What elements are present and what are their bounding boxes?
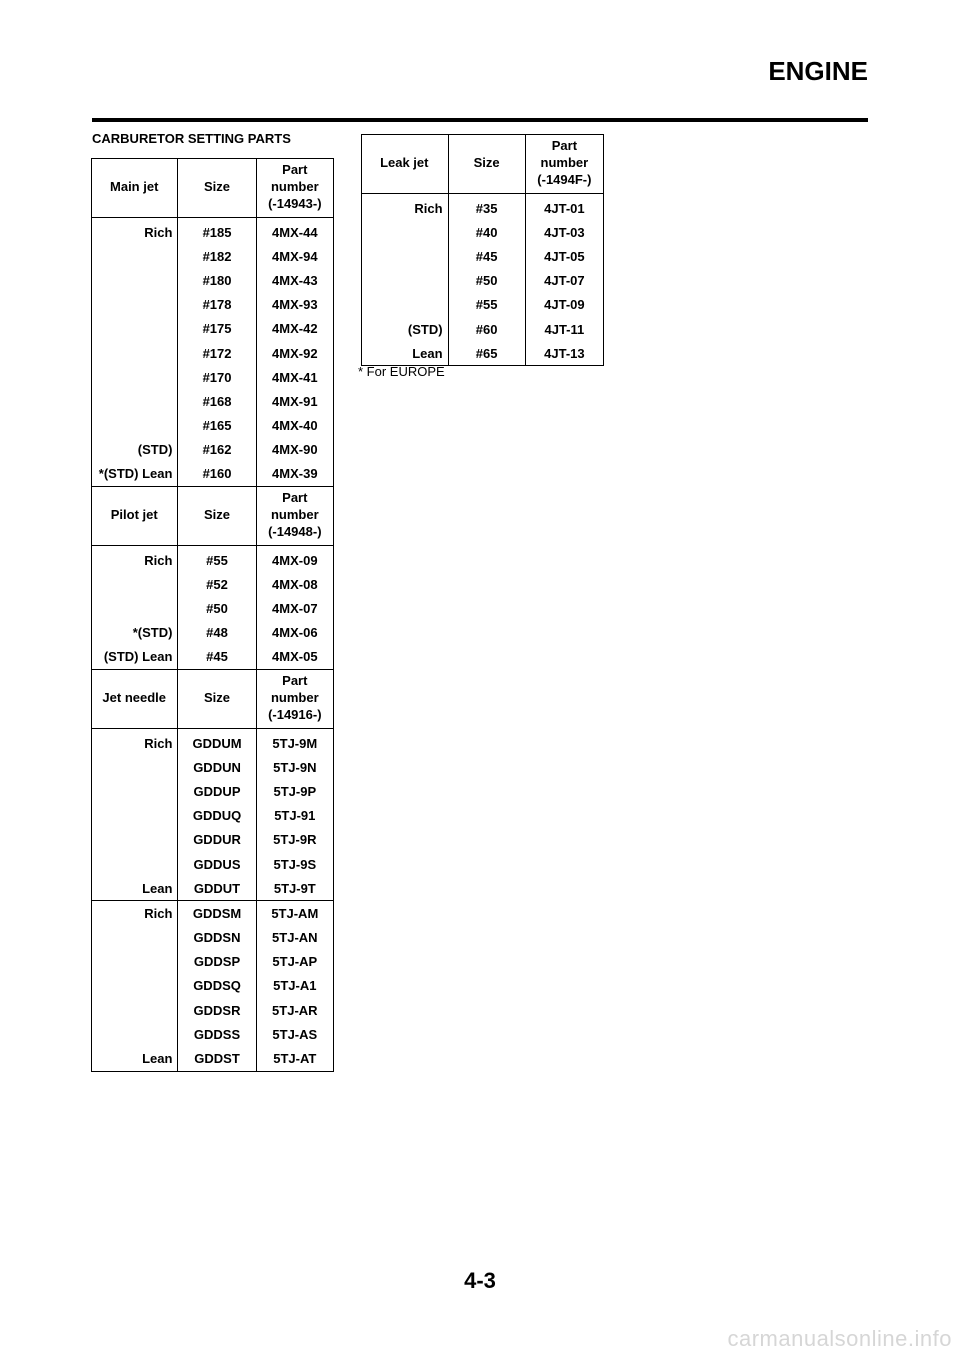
table-cell: Rich — [92, 546, 178, 573]
table-cell — [92, 1022, 178, 1046]
table-row — [362, 293, 604, 317]
table-cell: 4JT-03 — [544, 224, 585, 240]
table-cell: GDDST — [178, 1046, 256, 1071]
table-cell: 4MX-40 — [272, 418, 318, 434]
table-row — [92, 546, 334, 573]
main-jet-header-2: Size — [178, 159, 256, 218]
table-cell: 4MX-91 — [272, 393, 318, 409]
table-cell — [92, 596, 178, 620]
table-cell: 5TJ-9S — [273, 856, 317, 872]
table-cell: #35 — [448, 194, 525, 221]
table-cell — [92, 852, 178, 876]
table-row — [92, 926, 334, 950]
table-cell: *(STD) — [92, 621, 178, 645]
table-cell: #45 — [178, 645, 256, 670]
table-cell: 4MX-07 — [272, 601, 318, 617]
table-row — [92, 950, 334, 974]
page-title: ENGINE — [768, 56, 868, 86]
table-cell: #182 — [178, 244, 256, 268]
table-cell: 5TJ-AP — [272, 954, 318, 970]
table-cell: 4JT-13 — [544, 345, 585, 361]
leak-jet-header-3: Part number (-1494F-) — [525, 135, 603, 194]
table-cell: Rich — [92, 218, 178, 245]
table-cell: 4MX-08 — [272, 576, 318, 592]
table-cell: 5TJ-AR — [272, 1002, 318, 1018]
table-cell: (STD) Lean — [92, 645, 178, 670]
table-row — [92, 779, 334, 803]
table-cell: #165 — [178, 414, 256, 438]
table-row — [92, 268, 334, 292]
table-cell — [92, 755, 178, 779]
table-cell — [92, 804, 178, 828]
table-cell — [362, 269, 449, 293]
table-row — [92, 244, 334, 268]
table-cell: 4MX-93 — [272, 297, 318, 313]
table-cell: #52 — [178, 572, 256, 596]
table-cell: #175 — [178, 317, 256, 341]
table-cell: #160 — [178, 462, 256, 487]
table-cell: 4MX-05 — [272, 649, 318, 665]
table-row — [362, 244, 604, 268]
table-cell: 5TJ-9T — [273, 880, 316, 896]
table-cell: 4MX-94 — [272, 248, 318, 264]
table-cell: #162 — [178, 438, 256, 462]
table-cell — [92, 926, 178, 950]
table-cell: 4JT-05 — [544, 248, 585, 264]
table-cell — [92, 414, 178, 438]
table-cell: #170 — [178, 365, 256, 389]
page-number: 4-3 — [464, 1268, 496, 1293]
jet-needle-header-2: Size — [178, 670, 256, 729]
pilot-jet-header-2: Size — [178, 487, 256, 546]
table-cell: #55 — [178, 546, 256, 573]
jet-needle-header-3: Part number (-14916-) — [256, 670, 333, 729]
table-row — [92, 293, 334, 317]
leak-jet-header-1: Leak jet — [362, 135, 449, 194]
table-cell: Lean — [92, 876, 178, 901]
table-row — [92, 621, 334, 645]
table-cell: 4JT-09 — [544, 297, 585, 313]
table-cell: 5TJ-AS — [272, 1026, 318, 1042]
table-cell: 4MX-41 — [272, 369, 318, 385]
table-cell: #65 — [448, 341, 525, 366]
table-cell: 4MX-43 — [272, 272, 318, 288]
table-cell: #48 — [178, 621, 256, 645]
title-rule — [92, 118, 868, 122]
pilot-jet-header-1: Pilot jet — [92, 487, 178, 546]
table-cell: Rich — [92, 901, 178, 926]
table-cell: 4MX-92 — [272, 345, 318, 361]
table-cell: #55 — [448, 293, 525, 317]
table-row — [92, 218, 334, 245]
main-jet-header-3: Part number (-14943-) — [256, 159, 333, 218]
table-row — [92, 1022, 334, 1046]
table-cell: GDDSQ — [178, 974, 256, 998]
table-cell: 4MX-09 — [272, 552, 318, 568]
pilot-jet-header-3: Part number (-14948-) — [256, 487, 333, 546]
table-row — [92, 462, 334, 487]
table-row — [362, 194, 604, 221]
table-cell — [92, 293, 178, 317]
table-cell: (STD) — [362, 317, 449, 341]
table-cell: 5TJ-A1 — [273, 978, 317, 994]
table-cell — [92, 828, 178, 852]
pilot-jet-header-row — [92, 487, 334, 546]
table-cell: Lean — [362, 341, 449, 366]
leak-jet-header-2: Size — [448, 135, 525, 194]
table-row — [92, 901, 334, 926]
table-cell: (STD) — [92, 438, 178, 462]
table-cell: Rich — [92, 729, 178, 756]
table-cell: 5TJ-9R — [273, 832, 317, 848]
table-row — [92, 1046, 334, 1071]
table-row — [92, 645, 334, 670]
table-cell: 4JT-01 — [544, 200, 585, 216]
table-row — [362, 317, 604, 341]
table-cell: GDDUQ — [178, 804, 256, 828]
table-row — [362, 269, 604, 293]
table-cell: GDDUM — [178, 729, 256, 756]
table-cell — [92, 317, 178, 341]
table-cell: GDDUN — [178, 755, 256, 779]
table-cell: Lean — [92, 1046, 178, 1071]
leak-jet-header-row — [362, 135, 604, 194]
table-cell — [92, 268, 178, 292]
table-cell: 5TJ-9N — [273, 759, 317, 775]
table-cell: 4MX-06 — [272, 625, 318, 641]
table-row — [92, 974, 334, 998]
table-row — [92, 596, 334, 620]
table-cell: 4MX-44 — [272, 224, 318, 240]
table-cell: GDDUS — [178, 852, 256, 876]
table-row — [92, 317, 334, 341]
table-cell — [362, 244, 449, 268]
table-row — [92, 755, 334, 779]
table-row — [92, 365, 334, 389]
table-row — [92, 729, 334, 756]
table-cell: 5TJ-AN — [272, 930, 318, 946]
table-cell — [92, 365, 178, 389]
table-row — [92, 876, 334, 901]
watermark: carmanualsonline.info — [727, 1326, 952, 1351]
carburetor-parts-table — [91, 158, 334, 1072]
table-cell: #172 — [178, 341, 256, 365]
table-cell: 4MX-39 — [272, 466, 318, 482]
table-cell: 5TJ-9P — [273, 783, 317, 799]
table-cell: #40 — [448, 220, 525, 244]
section-heading: CARBURETOR SETTING PARTS — [92, 131, 291, 146]
table-row — [92, 414, 334, 438]
table-cell: #50 — [178, 596, 256, 620]
table-cell: GDDUT — [178, 876, 256, 901]
footnote: * For EUROPE — [358, 364, 445, 379]
table-row — [92, 852, 334, 876]
table-cell: #60 — [448, 317, 525, 341]
main-jet-header-row — [92, 159, 334, 218]
table-row — [92, 438, 334, 462]
table-cell: #178 — [178, 293, 256, 317]
jet-needle-header-1: Jet needle — [92, 670, 178, 729]
table-cell — [362, 293, 449, 317]
table-cell: GDDUR — [178, 828, 256, 852]
table-cell: 4MX-42 — [272, 321, 318, 337]
table-cell: GDDUP — [178, 779, 256, 803]
table-cell: 4MX-90 — [272, 442, 318, 458]
table-cell — [92, 779, 178, 803]
table-cell — [92, 974, 178, 998]
table-cell: 4JT-11 — [544, 321, 585, 337]
table-cell: 5TJ-AT — [273, 1051, 317, 1067]
table-cell: GDDSN — [178, 926, 256, 950]
table-cell: GDDSR — [178, 998, 256, 1022]
table-cell — [92, 998, 178, 1022]
table-cell: #168 — [178, 389, 256, 413]
table-cell: *(STD) Lean — [92, 462, 178, 487]
jet-needle-header-row — [92, 670, 334, 729]
table-cell — [362, 220, 449, 244]
table-row — [92, 389, 334, 413]
table-cell — [92, 244, 178, 268]
table-cell: #185 — [178, 218, 256, 245]
table-cell: GDDSP — [178, 950, 256, 974]
leak-jet-table — [361, 134, 604, 366]
table-cell: #180 — [178, 268, 256, 292]
main-jet-header-1: Main jet — [92, 159, 178, 218]
table-cell: Rich — [362, 194, 449, 221]
table-cell — [92, 389, 178, 413]
table-cell: 5TJ-91 — [274, 808, 316, 824]
table-cell: 5TJ-AM — [256, 901, 333, 926]
table-cell: #45 — [448, 244, 525, 268]
table-row — [92, 804, 334, 828]
table-row — [92, 341, 334, 365]
table-cell — [92, 572, 178, 596]
table-cell: GDDSS — [178, 1022, 256, 1046]
table-cell — [92, 950, 178, 974]
table-row — [92, 998, 334, 1022]
table-cell: 4JT-07 — [544, 273, 585, 289]
table-cell: GDDSM — [178, 901, 256, 926]
table-cell — [92, 341, 178, 365]
table-row — [92, 572, 334, 596]
table-cell: 5TJ-9M — [272, 735, 318, 751]
table-row — [362, 341, 604, 366]
table-cell: #50 — [448, 269, 525, 293]
table-row — [92, 828, 334, 852]
table-row — [362, 220, 604, 244]
